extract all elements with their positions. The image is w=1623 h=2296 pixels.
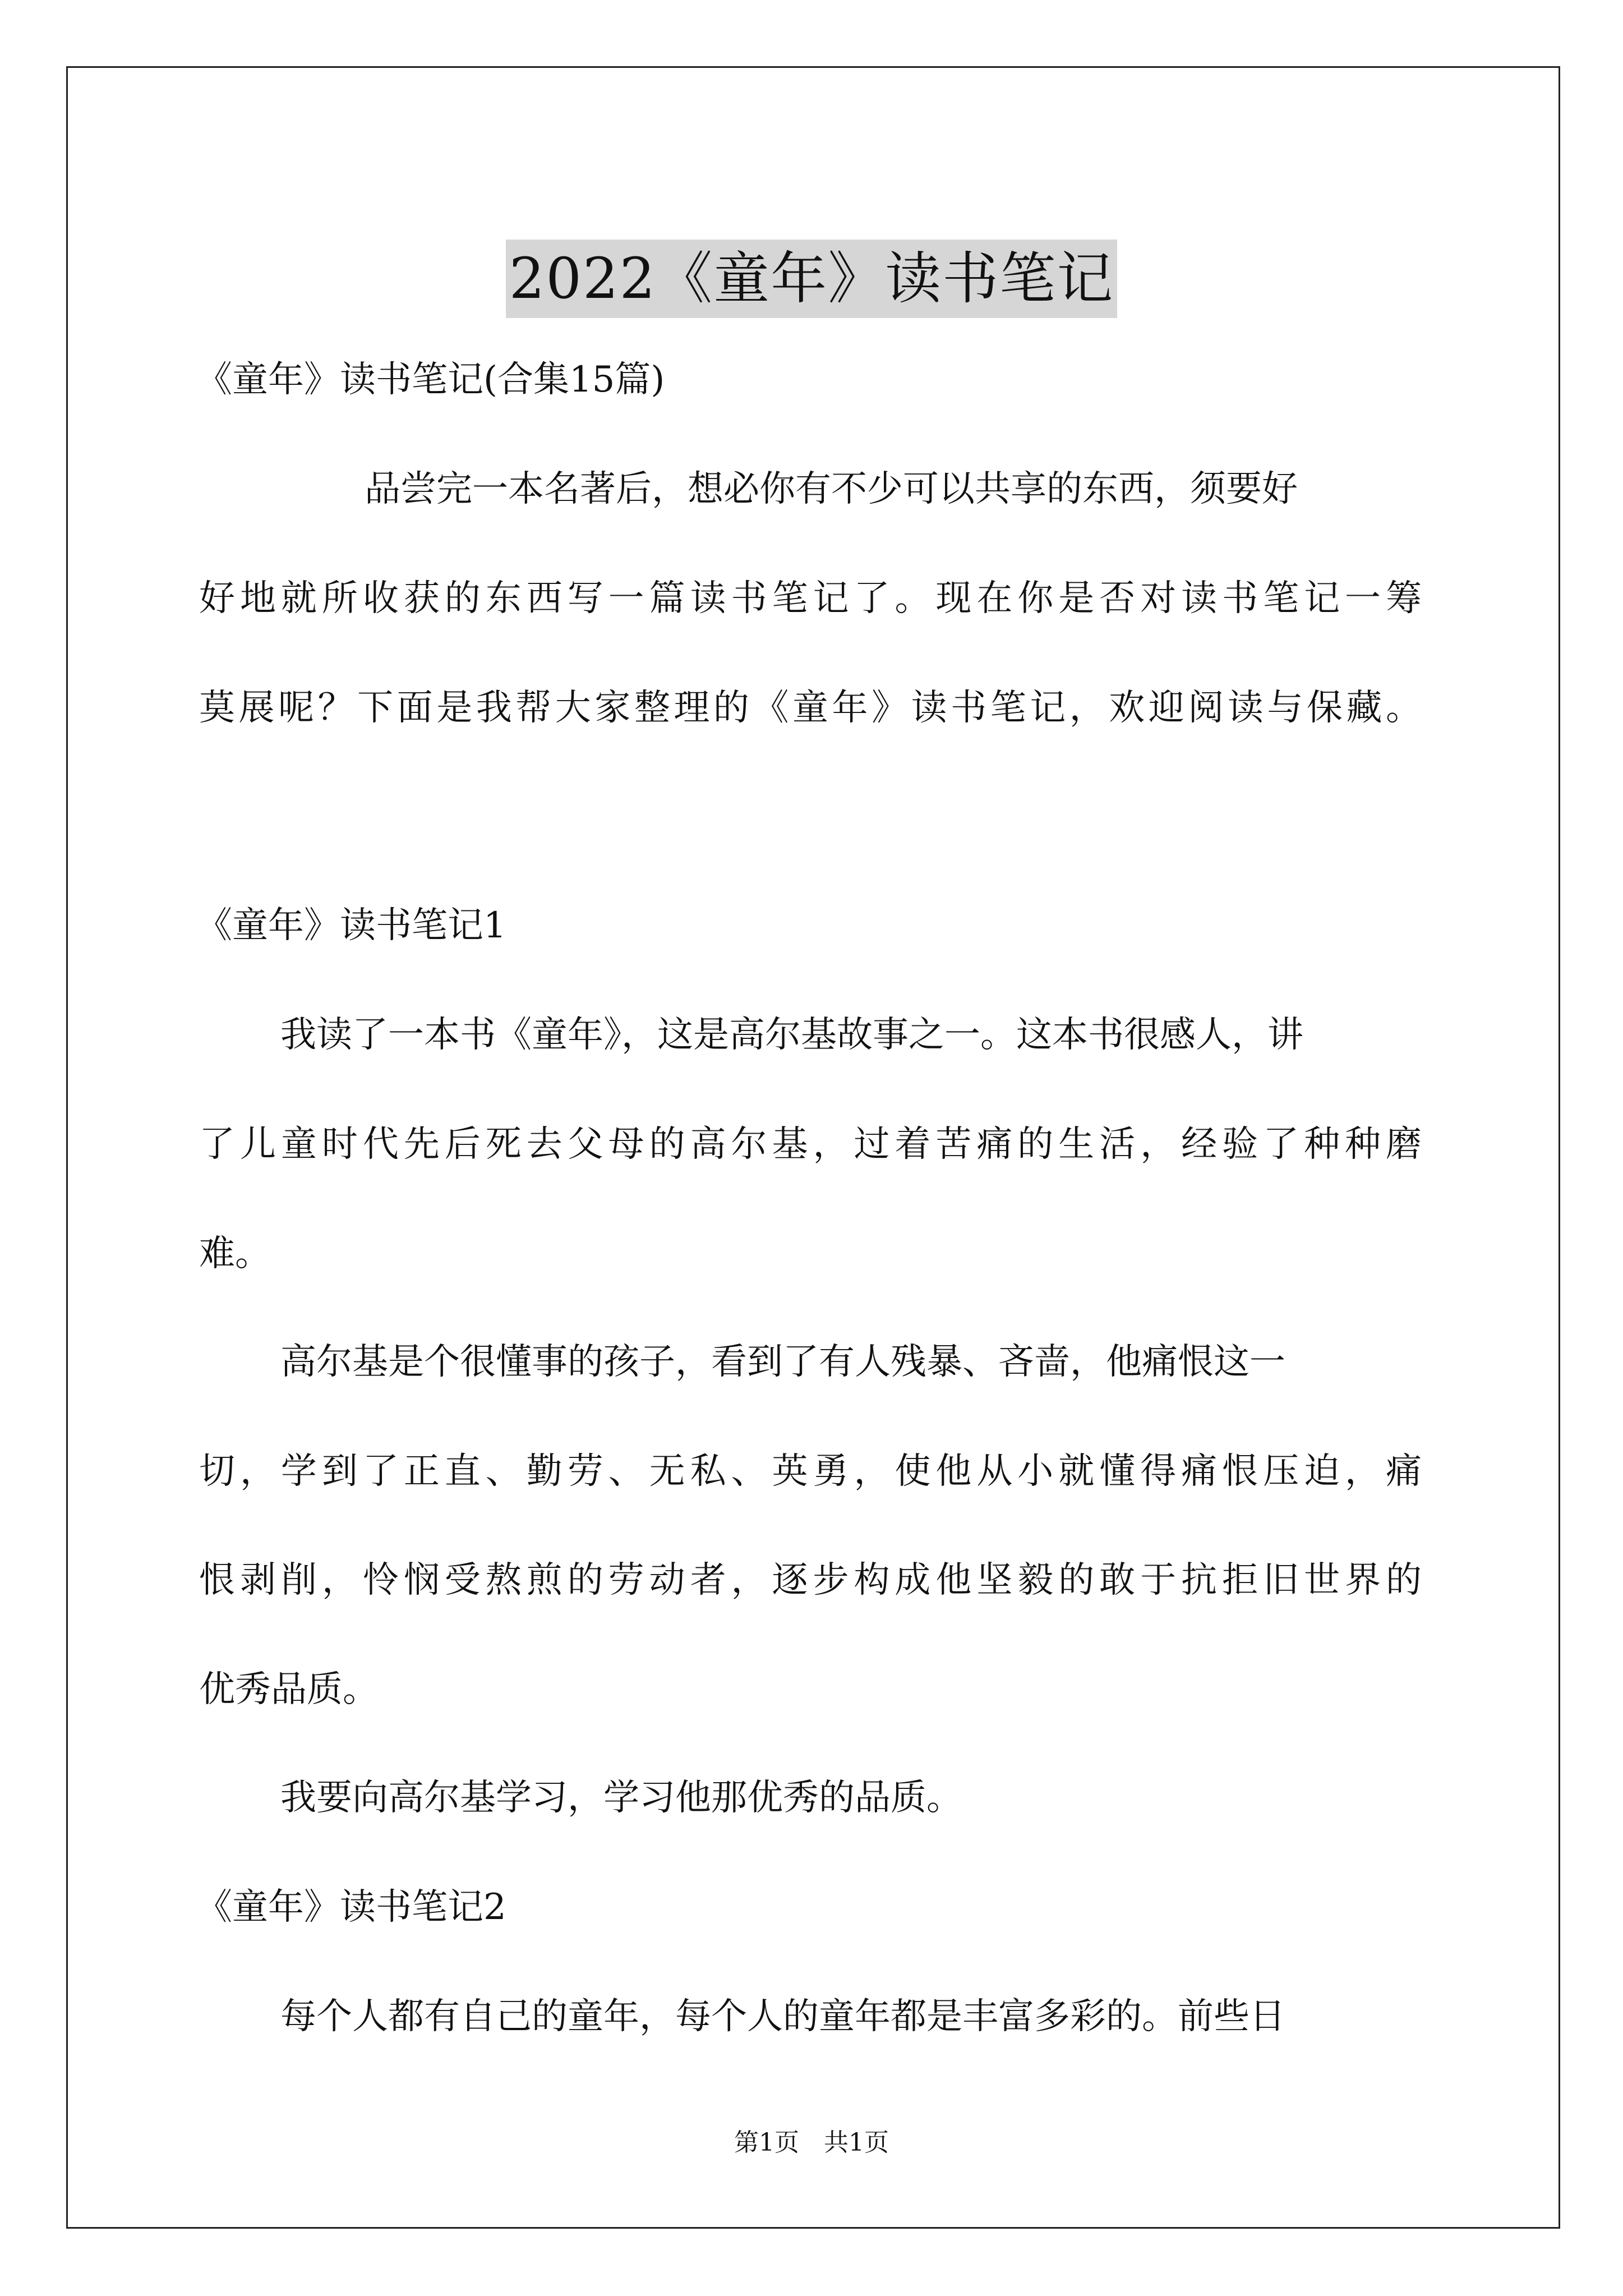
section-1-p1-line-3: 难。	[199, 1233, 271, 1274]
section-1-p1-line-2: 了儿童时代先后死去父母的高尔基，过着苦痛的生活，经验了种种磨	[199, 1124, 1422, 1165]
section-1-heading: 《童年》读书笔记1	[196, 905, 506, 946]
page-footer: 第1页 共1页	[734, 2128, 889, 2157]
section-1-p2-line-1: 高尔基是个很懂事的孩子，看到了有人残暴、吝啬，他痛恨这一	[280, 1341, 1285, 1383]
section-1-p2-line-2: 切，学到了正直、勤劳、无私、英勇，使他从小就懂得痛恨压迫，痛	[199, 1451, 1422, 1492]
collection-subtitle: 《童年》读书笔记(合集15篇)	[196, 359, 665, 401]
section-2-heading: 《童年》读书笔记2	[196, 1887, 506, 1928]
section-2-p1-line-1: 每个人都有自己的童年，每个人的童年都是丰富多彩的。前些日	[280, 1996, 1285, 2037]
section-1-p2-line-3: 恨剥削，怜悯受熬煎的劳动者，逐步构成他坚毅的敢于抗拒旧世界的	[199, 1559, 1422, 1601]
title-container	[0, 202, 1623, 356]
intro-line-2: 好地就所收获的东西写一篇读书笔记了。现在你是否对读书笔记一筹	[199, 578, 1422, 619]
intro-line-1: 品尝完一本名著后，想必你有不少可以共享的东西，须要好	[365, 468, 1298, 510]
intro-line-3: 莫展呢？下面是我帮大家整理的《童年》读书笔记，欢迎阅读与保藏。	[199, 687, 1422, 729]
section-1-p1-line-1: 我读了一本书《童年》，这是高尔基故事之一。这本书很感人，讲	[280, 1014, 1303, 1056]
section-1-p2-line-4: 优秀品质。	[199, 1669, 379, 1710]
section-1-p3: 我要向高尔基学习，学习他那优秀的品质。	[280, 1777, 962, 1819]
document-title: 2022《童年》读书笔记	[506, 240, 1118, 318]
